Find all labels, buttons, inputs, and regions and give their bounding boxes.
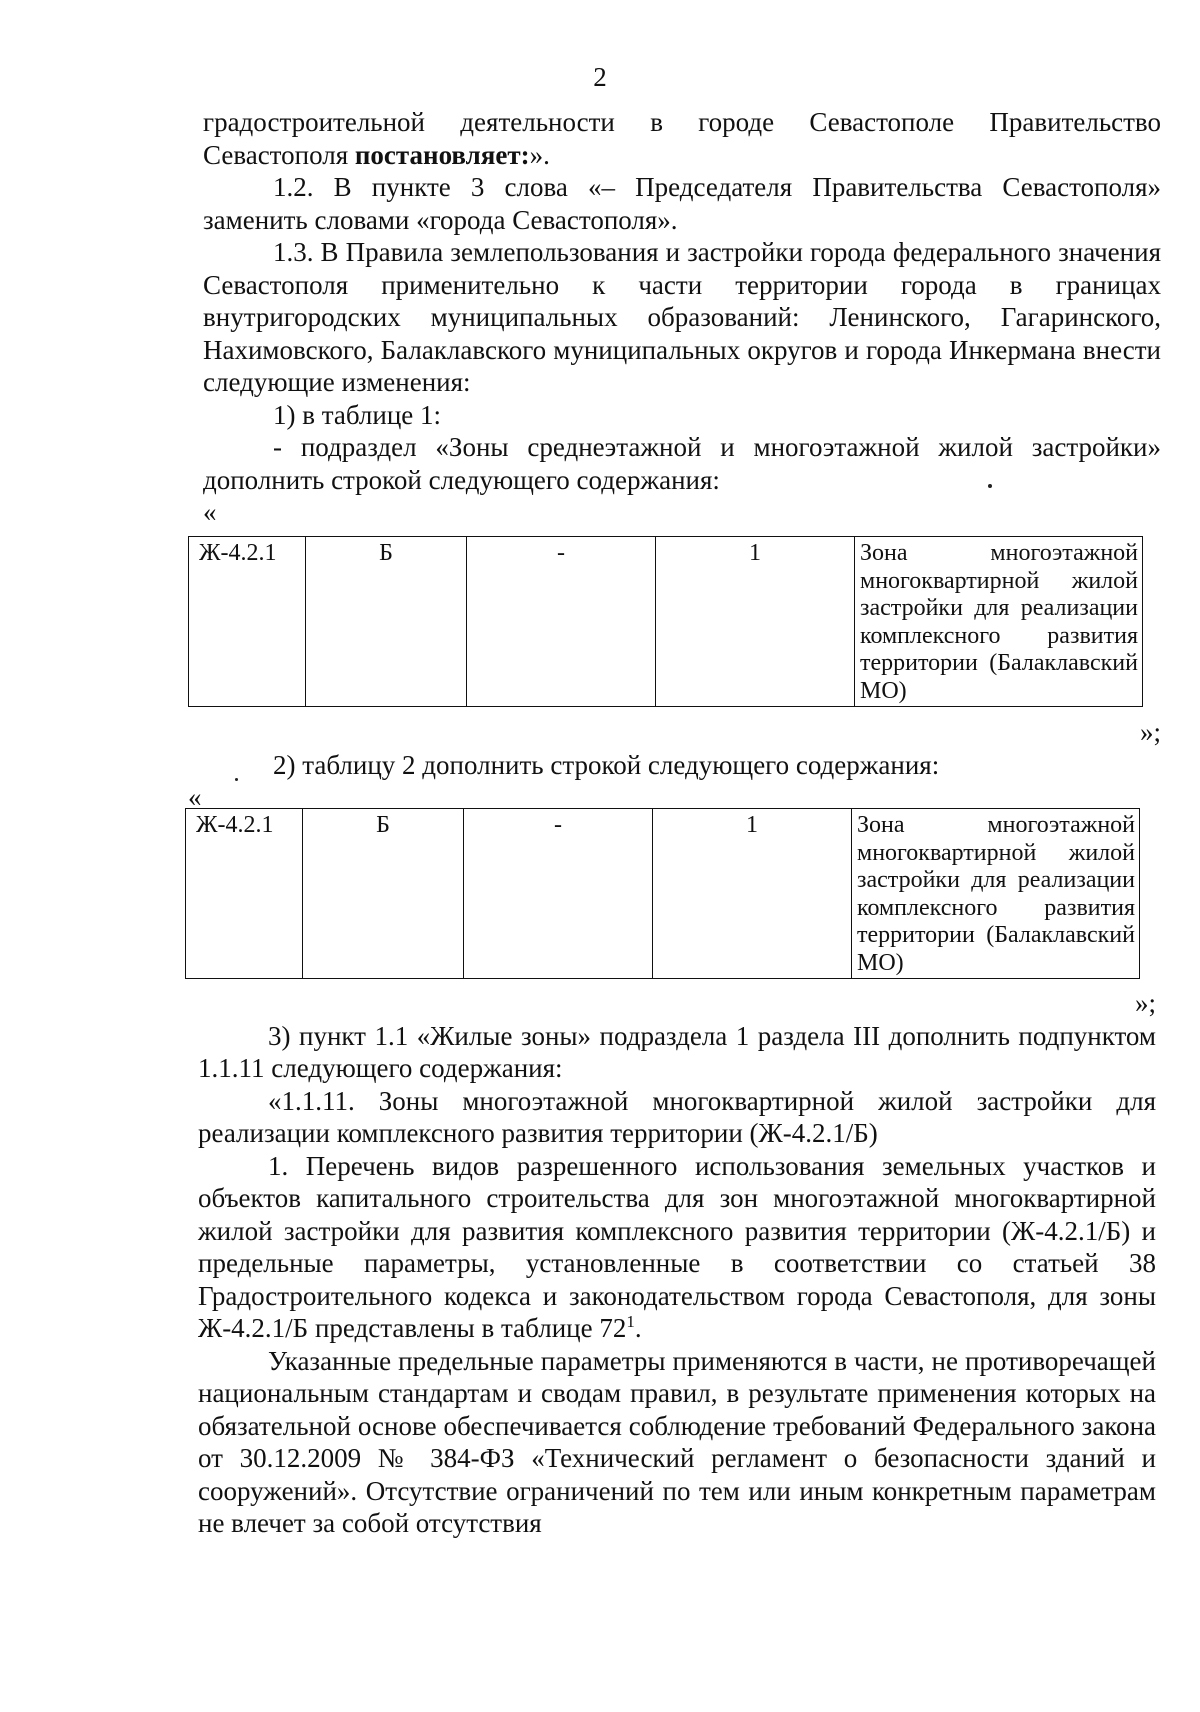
footnote-superscript: 1 [626, 1312, 635, 1331]
table-1-code-cell: Ж-4.2.1 [189, 537, 306, 707]
scan-speck [988, 484, 992, 488]
quote-open-2: « [188, 782, 202, 812]
paragraph-list-of-uses [198, 1150, 1156, 1345]
table-1-wrapper [188, 536, 1143, 707]
paragraph-1-1-11: «1.1.11. Зоны многоэтажной многоквартирной жилой застройки для реализации комплексного развития территории (Ж-4.2.1/Б) [198, 1085, 1156, 1148]
paragraph-table-1-intro: 1) в таблице 1: [273, 399, 442, 430]
quote-open-1: « [203, 497, 217, 527]
table-2 [185, 808, 1140, 979]
table-1 [188, 536, 1143, 707]
table-2-code-cell: Ж-4.2.1 [186, 809, 303, 979]
paragraph-intro-tail: ». [529, 139, 550, 170]
paragraph-table-2-intro: 2) таблицу 2 дополнить строкой следующего содержания: [273, 749, 940, 780]
table-row [189, 537, 1143, 707]
paragraph-limit-params: Указанные предельные параметры применяются в части, не противоречащей национальным стандартам и сводам правил, в результате применения которых на обязательной основе обеспечивается соблюдение требований Федерального закона от 30.12.2009 № 384-ФЗ «Технический регламент о безопасности зданий и сооружений». Отсутствие ограничений по тем или иным конкретным параметрам не влечет за собой отсутствия [198, 1345, 1156, 1538]
paragraph-intro-bold: постановляет: [354, 139, 530, 170]
paragraph-list-of-uses-tail: . [634, 1313, 642, 1343]
document-body-bottom [198, 987, 1156, 1540]
page-number: 2 [593, 62, 607, 92]
table-2-letter-cell: Б [303, 809, 464, 979]
scan-speck [235, 778, 238, 781]
paragraph-intro [203, 106, 1161, 171]
table-2-wrapper [185, 808, 1140, 979]
paragraph-point-3: 3) пункт 1.1 «Жилые зоны» подраздела 1 раздела III дополнить подпунктом 1.1.11 следующего содержания: [198, 1020, 1156, 1083]
table-2-dash-cell: - [464, 809, 653, 979]
quote-close-2: »; [1134, 988, 1156, 1018]
table-2-number-cell: 1 [653, 809, 852, 979]
table-1-number-cell: 1 [656, 537, 855, 707]
table-2-description-cell: Зона многоэтажной многоквартирной жилой застройки для реализации комплексного развития территории (Балаклавский МО) [852, 809, 1140, 979]
paragraph-subsection: - подраздел «Зоны среднеэтажной и многоэтажной жилой застройки» дополнить строкой следующего содержания: [203, 432, 1161, 495]
table-row [186, 809, 1140, 979]
quote-close-1: »; [1139, 717, 1161, 747]
table-1-dash-cell: - [467, 537, 656, 707]
table-1-letter-cell: Б [306, 537, 467, 707]
paragraph-1-3: 1.3. В Правила землепользования и застройки города федерального значения Севастополя применительно к части территории города в границах внутригородских муниципальных образований: Ленинского, Гагаринского, Нахимовского, Балаклавского муниципальных округов и города Инкермана внести следующие изменения: [203, 237, 1161, 397]
document-body-top [203, 106, 1161, 529]
paragraph-intro-text: градостроительной деятельности в городе Севастополе Правительство Севастополя [203, 107, 1161, 170]
table-1-description-cell: Зона многоэтажной многоквартирной жилой застройки для реализации комплексного развития территории (Балаклавский МО) [855, 537, 1143, 707]
paragraph-1-2: 1.2. В пункте 3 слова «– Председателя Правительства Севастополя» заменить словами «города Севастополя». [203, 172, 1161, 235]
document-body-middle [188, 716, 1161, 814]
paragraph-list-of-uses-text: 1. Перечень видов разрешенного использования земельных участков и объектов капитального строительства для зон многоэтажной многоквартирной жилой застройки для развития комплексного развития территории (Ж-4.2.1/Б) и предельные параметры, установленные в соответствии со статьей 38 Градостроительного кодекса и законодательством города Севастополя, для зоны Ж-4.2.1/Б представлены в таблице 72 [198, 1150, 1156, 1343]
